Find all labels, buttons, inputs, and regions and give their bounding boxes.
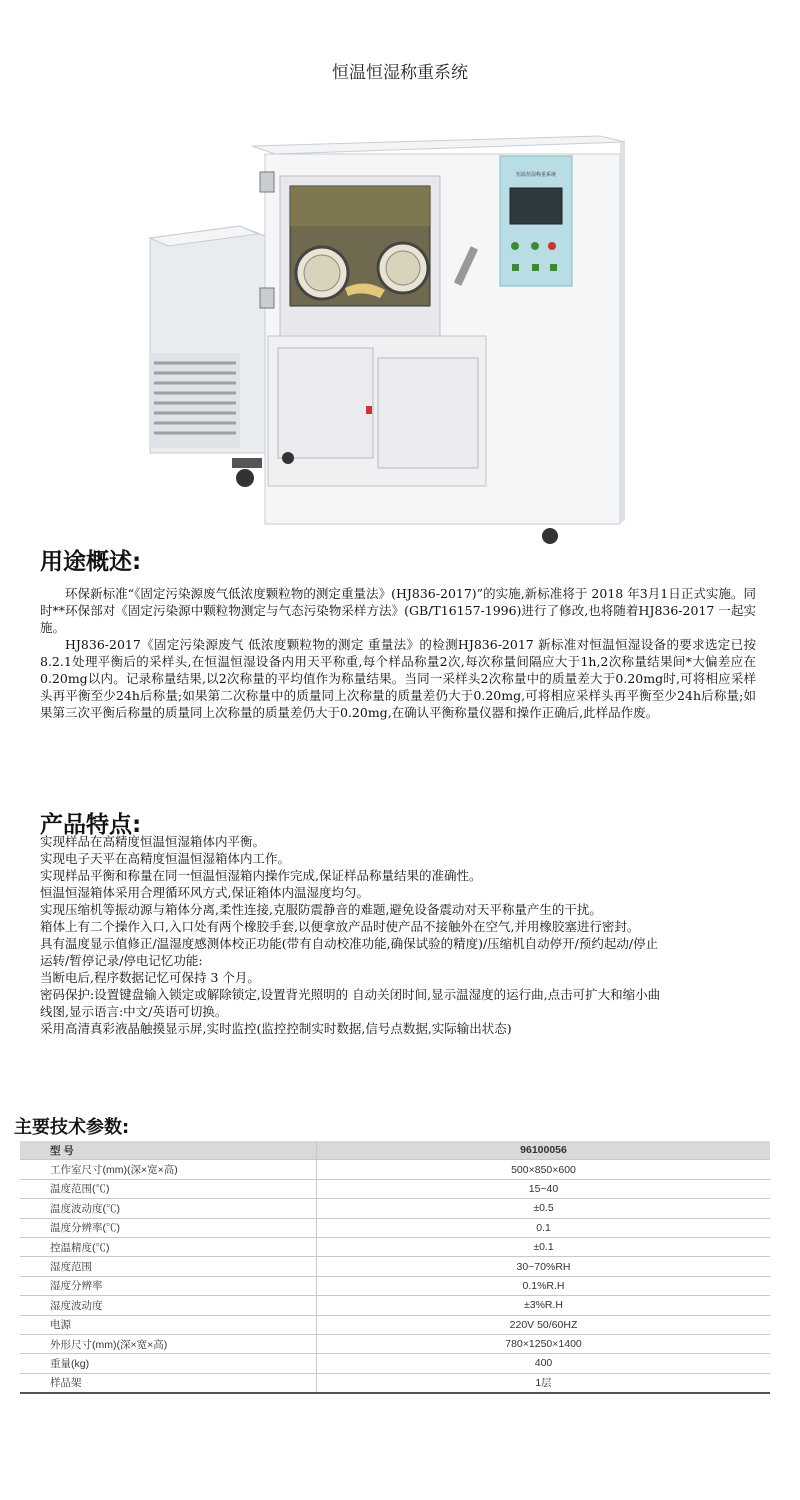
features-title: 产品特点:	[40, 812, 142, 838]
table-row	[20, 1296, 770, 1315]
param-value: 780×1250×1400	[317, 1334, 771, 1353]
param-value: 500×850×600	[317, 1160, 771, 1179]
page-title: 恒温恒湿称重系统	[332, 63, 468, 83]
table-row	[20, 1373, 770, 1393]
table-row	[20, 1179, 770, 1198]
param-name: 控温精度(℃)	[20, 1237, 317, 1256]
param-name: 湿度分辨率	[20, 1276, 317, 1295]
usage-paragraph-1: 环保新标准“《固定污染源废气低浓度颗粒物的测定重量法》(HJ836-2017)”的实施,新标准将于 2018 年3月1日正式实施。同时**环保部对《固定污染源中颗粒物测定与气态污染物采样方法》(GB/T16157-1996)进行了修改,也将随着HJ836-2017 一起实施。	[40, 586, 756, 635]
param-name: 重量(kg)	[20, 1354, 317, 1373]
param-value: 0.1%R.H	[317, 1276, 771, 1295]
param-value: ±0.5	[317, 1199, 771, 1218]
usage-title: 用途概述:	[40, 549, 142, 575]
usage-paragraph-2: HJ836-2017《固定污染源废气 低浓度颗粒物的测定 重量法》的检测HJ836-2017 新标准对恒温恒湿设备的要求选定已按 8.2.1处理平衡后的采样头,在恒温恒湿设备内用天平称重,每个样品称量2次,每次称量间隔应大于1h,2次称量结果间*大偏差应在0.20mg以内。记录称量结果,以2次称量的平均值作为称量结果。当同一采样头2次称量中的质量差大于0.20mg时,可将相应采样头再平衡至少24h后称量;如果第二次称量中的质量同上次称量的质量差仍大于0.20mg,可将相应采样头再平衡至少24h后称量;如果第三次平衡后称量的质量同上次称量的质量差仍大于0.20mg,在确认平衡称量仪器和操作正确后,此样品作废。	[40, 637, 756, 720]
param-value: ±3%R.H	[317, 1296, 771, 1315]
feature-item: 恒温恒湿箱体采用合理循环风方式,保证箱体内温湿度均匀。	[40, 885, 369, 900]
product-photo	[140, 128, 640, 548]
feature-item: 实现样品在高精度恒温恒湿箱体内平衡。	[40, 834, 266, 849]
feature-item: 箱体上有二个操作入口,入口处有两个橡胶手套,以便拿放产品时使产品不接触外在空气,并用橡胶塞进行密封。	[40, 919, 640, 934]
param-name: 外形尺寸(mm)(深×宽×高)	[20, 1334, 317, 1353]
feature-item: 密码保护:设置键盘输入锁定或解除锁定,设置背光照明的 自动关闭时间,显示温湿度的运行曲,点击可扩大和缩小曲线图,显示语言:中文/英语可切换。	[40, 987, 661, 1019]
table-row	[20, 1199, 770, 1218]
header-key: 型 号	[20, 1141, 317, 1160]
param-value: 0.1	[317, 1218, 771, 1237]
param-name: 电源	[20, 1315, 317, 1334]
param-value: ±0.1	[317, 1237, 771, 1256]
param-name: 湿度范围	[20, 1257, 317, 1276]
feature-item: 实现电子天平在高精度恒温恒湿箱体内工作。	[40, 851, 291, 866]
table-row	[20, 1257, 770, 1276]
param-name: 温度范围(℃)	[20, 1179, 317, 1198]
usage-text	[40, 585, 756, 721]
header-value: 96100056	[317, 1141, 771, 1160]
table-row	[20, 1334, 770, 1353]
param-name: 温度波动度(℃)	[20, 1199, 317, 1218]
feature-item: 具有温度显示值修正/温湿度感测体校正功能(带有自动校准功能,确保试验的精度)/压缩机自动停开/预约起动/停止运转/暂停记录/停电记忆功能:	[40, 936, 659, 968]
table-header-row	[20, 1141, 770, 1160]
feature-item: 实现样品平衡和称量在同一恒温恒湿箱内操作完成,保证样品称量结果的准确性。	[40, 868, 482, 883]
table-row	[20, 1354, 770, 1373]
table-row	[20, 1237, 770, 1256]
param-name: 工作室尺寸(mm)(深×宽×高)	[20, 1160, 317, 1179]
param-value: 1层	[317, 1373, 771, 1393]
param-name: 样品架	[20, 1373, 317, 1393]
param-value: 15~40	[317, 1179, 771, 1198]
panel-text: 恒温恒湿称重系统	[515, 172, 557, 178]
table-row	[20, 1276, 770, 1295]
param-value: 220V 50/60HZ	[317, 1315, 771, 1334]
features-list	[40, 833, 668, 1037]
table-row	[20, 1160, 770, 1179]
spec-table	[20, 1141, 770, 1394]
param-value: 400	[317, 1354, 771, 1373]
param-value: 30~70%RH	[317, 1257, 771, 1276]
table-row	[20, 1315, 770, 1334]
param-name: 温度分辨率(℃)	[20, 1218, 317, 1237]
table-row	[20, 1218, 770, 1237]
feature-item: 采用高清真彩液晶触摸显示屏,实时监控(监控控制实时数据,信号点数据,实际输出状态)	[40, 1021, 512, 1036]
params-title: 主要技术参数:	[14, 1117, 130, 1138]
feature-item: 当断电后,程序数据记忆可保持 3 个月。	[40, 970, 260, 985]
param-name: 湿度波动度	[20, 1296, 317, 1315]
feature-item: 实现压缩机等振动源与箱体分离,柔性连接,克服防震静音的难题,避免设备震动对天平称量产生的干扰。	[40, 902, 602, 917]
